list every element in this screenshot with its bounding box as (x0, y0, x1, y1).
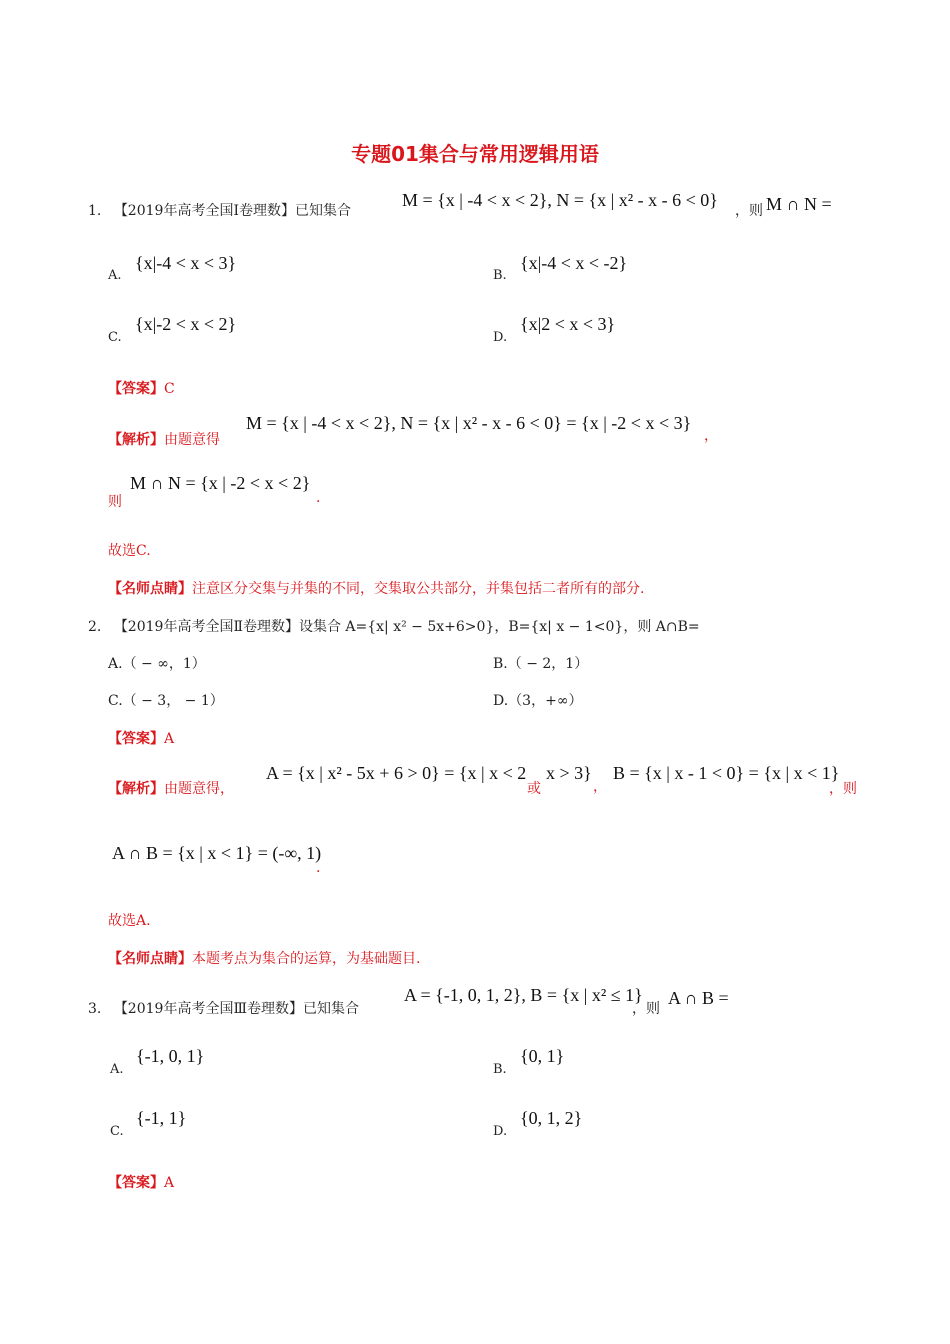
question-stem: 设集合 A={x| x² − 5x+6>0}，B={x| x − 1<0}，则 A∩B= (298, 619, 700, 635)
or-text: 或 (527, 781, 541, 797)
then-formula: M ∩ N = {x | -2 < x < 2} (130, 473, 311, 493)
analysis-formula-2: x > 3} (546, 763, 592, 783)
question-source: 【2019年高考全国Ⅱ卷理数】 (113, 619, 299, 635)
analysis-formula-3: B = {x | x - 1 < 0} = {x | x < 1} (613, 763, 840, 783)
option-c-label: C. (108, 330, 122, 345)
question-tail-text: ，则 (735, 203, 763, 219)
answer-value: C (164, 381, 175, 397)
then-text: ，则 (829, 781, 857, 797)
answer-row (108, 1172, 174, 1192)
option-a (108, 653, 206, 673)
then-dot: . (316, 490, 321, 506)
option-d-value: {0, 1, 2} (520, 1108, 583, 1128)
option-b-label: B. (493, 1062, 507, 1077)
option-b-value: {0, 1} (520, 1046, 565, 1066)
question-tail-text: ，则 (632, 1001, 660, 1017)
option-a-label: A. (110, 1062, 124, 1077)
analysis-row (108, 778, 234, 798)
question-formula: A = {-1, 0, 1, 2}, B = {x | x² ≤ 1} (404, 985, 643, 1005)
question-number: 1. (88, 203, 102, 219)
option-c-value: {-1, 1} (136, 1108, 187, 1128)
question-number: 2. (88, 619, 102, 635)
tip-text: 注意区分交集与并集的不同，交集取公共部分，并集包括二者所有的部分. (192, 581, 645, 597)
question-1 (88, 200, 351, 220)
option-b-value: （ − 2，1） (507, 656, 589, 672)
option-d-value: （3，+∞） (508, 693, 583, 709)
analysis-text: 由题意得， (164, 781, 234, 797)
analysis-tag: 【解析】 (108, 781, 164, 797)
question-2 (88, 616, 700, 636)
answer-row (108, 728, 174, 748)
result-dot: . (316, 860, 321, 876)
analysis-row (108, 429, 220, 449)
analysis-comma: ， (593, 779, 607, 795)
answer-row (108, 378, 175, 398)
option-d-label: D. (493, 1124, 508, 1139)
analysis-formula-1: A = {x | x² - 5x + 6 > 0} = {x | x < 2 (266, 763, 527, 783)
option-c-value: {x|-2 < x < 2} (135, 314, 237, 334)
answer-tag: 【答案】 (108, 381, 164, 397)
tip-row (108, 578, 644, 598)
answer-tag: 【答案】 (108, 1175, 164, 1191)
tip-tag: 【名师点睛】 (108, 951, 192, 967)
question-tail-formula: A ∩ B = (668, 988, 729, 1008)
conclusion: 故选C. (108, 543, 151, 559)
then-text: 则 (108, 494, 122, 510)
option-a-label: A. (108, 268, 122, 283)
tip-text: 本题考点为集合的运算，为基础题目. (192, 951, 421, 967)
option-d-label: D. (493, 330, 508, 345)
option-d-value: {x|2 < x < 3} (520, 314, 616, 334)
option-a-label: A. (108, 656, 123, 672)
analysis-comma: ， (704, 428, 718, 444)
option-d-label: D. (493, 693, 509, 709)
question-number: 3. (88, 1001, 102, 1017)
option-c-label: C. (110, 1124, 124, 1139)
option-b-label: B. (493, 656, 508, 672)
tip-tag: 【名师点睛】 (108, 581, 192, 597)
conclusion: 故选A. (108, 913, 151, 929)
option-c (108, 690, 224, 710)
answer-value: A (164, 731, 175, 747)
option-a-value: （ − ∞，1） (122, 656, 206, 672)
option-b (493, 653, 588, 673)
tip-row (108, 948, 420, 968)
option-a-value: {x|-4 < x < 3} (135, 253, 237, 273)
question-source: 【2019年高考全国Ⅲ卷理数】 (113, 1001, 303, 1017)
option-b-value: {x|-4 < x < -2} (520, 253, 628, 273)
question-tail-formula: M ∩ N = (766, 194, 832, 214)
result-formula: A ∩ B = {x | x < 1} = (-∞, 1) (112, 843, 322, 863)
option-a-value: {-1, 0, 1} (136, 1046, 205, 1066)
analysis-text: 由题意得 (164, 432, 220, 448)
question-stem: 已知集合 (302, 1001, 359, 1017)
analysis-tag: 【解析】 (108, 432, 164, 448)
option-b-label: B. (493, 268, 507, 283)
question-source: 【2019年高考全国Ⅰ卷理数】 (113, 203, 295, 219)
option-d (493, 690, 583, 710)
question-stem: 已知集合 (294, 203, 351, 219)
question-3 (88, 998, 359, 1018)
analysis-formula: M = {x | -4 < x < 2}, N = {x | x² - x - 6 < 0} = {x | -2 < x < 3} (246, 413, 692, 433)
question-formula: M = {x | -4 < x < 2}, N = {x | x² - x - 6 < 0} (402, 190, 718, 210)
answer-value: A (164, 1175, 175, 1191)
answer-tag: 【答案】 (108, 731, 164, 747)
page-title: 专题01集合与常用逻辑用语 (351, 142, 599, 166)
option-c-label: C. (108, 693, 123, 709)
option-c-value: （ − 3， − 1） (122, 693, 224, 709)
